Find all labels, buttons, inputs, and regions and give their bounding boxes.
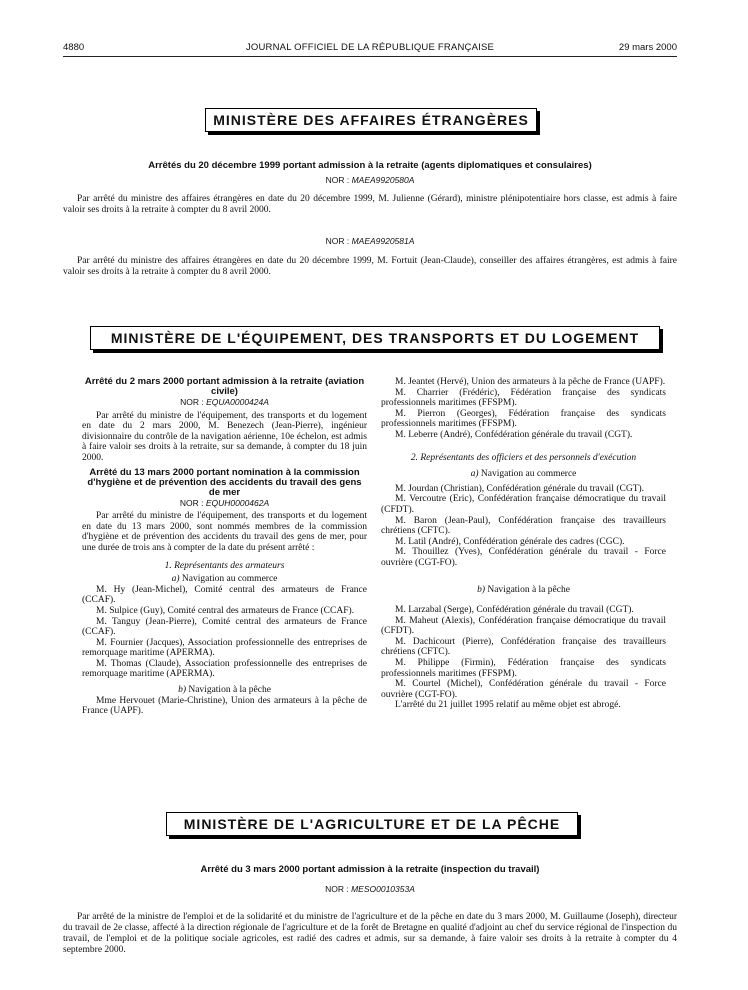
list-item: M. Pierron (Georges), Fédération française des syndicats professionnels maritimes (FFSPM). xyxy=(381,408,666,430)
list-item: M. Vercoutre (Eric), Confédération française démocratique du travail (CFDT). xyxy=(381,494,666,515)
subheading-peche-armateurs: b) Navigation à la pêche xyxy=(178,685,271,696)
section-title-agriculture: MINISTÈRE DE L'AGRICULTURE ET DE LA PÊCHE xyxy=(166,812,578,836)
list-item: M. Thomas (Claude), Association professionnelle des entreprises de remorquage maritime (APERMA). xyxy=(82,658,367,680)
list-item: M. Charrier (Frédéric), Fédération française des syndicats professionnels maritimes (FFSPM). xyxy=(381,387,666,409)
group-title-armateurs: 1. Représentants des armateurs xyxy=(164,560,285,571)
issue-date: 29 mars 2000 xyxy=(618,42,677,53)
list-item: M. Latil (André), Confédération générale des cadres (CGC). xyxy=(395,536,625,547)
paragraph-agriculture: Par arrêté de la ministre de l'emploi et de la solidarité et du ministre de l'agriculture et de la pêche en date du 3 mars 2000, M. Guillaume (Joseph), directeur du travail de 2e classe, affecté à la direction régionale de l'agriculture et de la forêt de Bretagne en qualité d'adjoint au chef du service régional de l'inspection du travail, de l'emploi et de la politique sociale agricoles, est radié des cadres et admis, sur sa demande, à faire valoir ses droits à la retraite à compter du 4 septembre 2000. xyxy=(63,912,677,955)
list-item: M. Jeantet (Hervé), Union des armateurs à la pêche de France (UAPF). xyxy=(395,377,666,387)
paragraph-affaires-2: Par arrêté du ministre des affaires étrangères en date du 20 décembre 1999, M. Fortuit (Jean-Claude), conseiller des affaires étrangères, est admis à faire valoir ses droits à la retraite à compter du 8 avril 2000. xyxy=(63,256,677,277)
nor-affaires-2: NOR : MAEA9920581A xyxy=(325,236,415,246)
section-title-affaires: MINISTÈRE DES AFFAIRES ÉTRANGÈRES xyxy=(205,108,537,132)
left-column xyxy=(82,377,367,717)
right-column xyxy=(381,377,666,711)
subheading-commerce-armateurs: a) Navigation au commerce xyxy=(171,574,278,585)
nor-affaires-1: NOR : MAEA9920580A xyxy=(325,175,415,185)
subheading-peche-officiers: b) Navigation à la pêche xyxy=(477,584,570,595)
page-number: 4880 xyxy=(63,42,85,53)
subheading-commerce-officiers: a) Navigation au commerce xyxy=(470,469,577,480)
list-item: M. Baron (Jean-Paul), Confédération française des travailleurs chrétiens (CFTC). xyxy=(381,515,666,537)
section-title-equipement: MINISTÈRE DE L'ÉQUIPEMENT, DES TRANSPORTS ET DU LOGEMENT xyxy=(90,326,660,350)
list-item: M. Hy (Jean-Michel), Comité central des armateurs de France (CCAF). xyxy=(82,584,367,606)
heading-affaires: Arrêtés du 20 décembre 1999 portant admission à la retraite (agents diplomatiques et consulaires) xyxy=(148,160,592,171)
list-item: M. Thouillez (Yves), Confédération générale du travail - Force ouvrière (CGT-FO). xyxy=(381,547,666,568)
list-item: M. Leberre (André), Confédération générale du travail (CGT). xyxy=(395,429,633,440)
heading-aviation-civile: Arrêté du 2 mars 2000 portant admission à la retraite (aviation civile) xyxy=(84,376,365,397)
list-item: M. Courtel (Michel), Confédération générale du travail - Force ouvrière (CGT-FO). xyxy=(381,679,666,700)
list-item: M. Sulpice (Guy), Comité central des armateurs de France (CCAF). xyxy=(96,605,355,616)
group-title-officiers: 2. Représentants des officiers et des personnels d'exécution xyxy=(410,452,637,463)
list-item: M. Jourdan (Christian), Confédération générale du travail (CGT). xyxy=(395,483,645,494)
nor-commission-hygiene: NOR : EQUH0000462A xyxy=(179,497,270,508)
closing-statement: L'arrêté du 21 juillet 1995 relatif au même objet est abrogé. xyxy=(395,700,621,711)
paragraph-affaires-1: Par arrêté du ministre des affaires étrangères en date du 20 décembre 1999, M. Julienne (Gérard), ministre plénipotentiaire hors classe, est admis à faire valoir ses droits à la retraite à compter du 8 avril 2000. xyxy=(63,194,677,215)
list-item: Mme Hervouet (Marie-Christine), Union des armateurs à la pêche de France (UAPF). xyxy=(82,695,367,717)
heading-agriculture: Arrêté du 3 mars 2000 portant admission à la retraite (inspection du travail) xyxy=(200,864,540,875)
nor-aviation-civile: NOR : EQUA0000424A xyxy=(180,397,269,407)
list-item: M. Maheut (Alexis), Confédération française démocratique du travail (CFDT). xyxy=(381,615,666,637)
list-item: M. Dachicourt (Pierre), Confédération française des travailleurs chrétiens (CFTC). xyxy=(381,636,666,658)
list-item: M. Tanguy (Jean-Pierre), Comité central des armateurs de France (CCAF). xyxy=(82,616,367,638)
list-item: M. Fournier (Jacques), Association professionnelle des entreprises de remorquage maritime (APERMA). xyxy=(82,637,367,659)
header-rule xyxy=(63,56,677,57)
list-item: M. Larzabal (Serge), Confédération générale du travail (CGT). xyxy=(395,605,634,616)
nor-agriculture: NOR : MESO0010353A xyxy=(325,884,415,894)
paragraph-commission-hygiene: Par arrêté du ministre de l'équipement, des transports et du logement en date du 13 mars 2000, sont nommés membres de la commission d'hygiène et de prévention des accidents du travail des gens de mer, pour une durée de trois ans à compter de la date du présent arrêté : xyxy=(82,511,367,553)
paragraph-aviation-civile: Par arrêté du ministre de l'équipement, des transports et du logement en date du 2 mars 2000, M. Benezech (Jean-Pierre), ingénieur divisionnaire du contrôle de la navigation aérienne, 10e échelon, est admis à faire valoir ses droits à la retraite, sur sa demande, à compter du 18 juin 2000. xyxy=(82,410,367,463)
journal-title: JOURNAL OFFICIEL DE LA RÉPUBLIQUE FRANÇAISE xyxy=(245,42,495,53)
heading-commission-hygiene: Arrêté du 13 mars 2000 portant nomination à la commission d'hygiène et de prévention des accidents du travail des gens de mer xyxy=(87,466,362,498)
list-item: M. Philippe (Firmin), Fédération française des syndicats professionnels maritimes (FFSPM). xyxy=(381,658,666,679)
